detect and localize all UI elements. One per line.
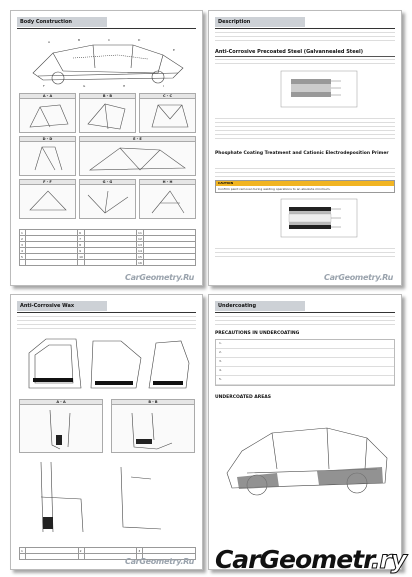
legend-part-name: [84, 260, 136, 266]
parts-legend-table: [19, 229, 196, 266]
section-panel: [139, 93, 196, 133]
svg-text:F: F: [43, 84, 45, 88]
precaution-item: 4.: [216, 367, 394, 376]
section-panel: [79, 136, 196, 176]
svg-text:I: I: [163, 84, 164, 88]
legend-number: 9: [78, 248, 85, 254]
precaution-item: 1.: [216, 340, 394, 349]
paragraph: [215, 117, 395, 141]
legend-number: 13: [138, 242, 142, 247]
caution-title: CAUTION: [216, 181, 394, 186]
section-drawing: [80, 185, 137, 219]
paragraph: [215, 247, 395, 257]
legend-number: 8: [78, 242, 85, 248]
legend-number: 15: [138, 254, 142, 259]
paragraph: [215, 58, 395, 66]
watermark-suffix: .ry: [370, 545, 406, 574]
intro-text-block: [215, 315, 395, 327]
coating-layers-diagram: [279, 197, 359, 239]
panel-label: A - A: [20, 94, 75, 99]
intro-text-block: [17, 315, 196, 329]
legend-number: 1: [20, 548, 26, 554]
panel-label: F - F: [20, 180, 75, 185]
header-rule: [215, 312, 395, 313]
page-description: [208, 10, 402, 286]
header-rule: [215, 28, 395, 29]
section-drawing: [112, 405, 196, 453]
legend-number: 14: [138, 248, 142, 253]
undercoated-areas-diagram: [217, 403, 395, 513]
section-drawing: [20, 405, 104, 453]
header-rule: [17, 312, 196, 313]
watermark-text: CarGeometr: [214, 545, 371, 574]
legend-number: 2: [78, 548, 84, 554]
legend-number: 16: [138, 260, 142, 265]
legend-row: [20, 260, 196, 266]
precaution-item: 3.: [216, 358, 394, 367]
panel-label: C - C: [140, 94, 195, 99]
caution-text: Confirm paint removal during welding operations to an absolute minimum.: [218, 187, 331, 191]
precautions-list: [215, 339, 395, 386]
panel-label: D - D: [20, 137, 75, 142]
precaution-item: 5.: [216, 376, 394, 385]
carGeometry-watermark: [215, 545, 406, 574]
legend-number: 1: [20, 230, 26, 236]
svg-text:H: H: [123, 84, 126, 88]
section-panel: [139, 179, 196, 219]
panel-label: H - H: [140, 180, 195, 185]
caution-box: [215, 180, 395, 193]
section-drawing: [20, 185, 77, 219]
section-heading: UNDERCOATED AREAS: [215, 395, 272, 400]
paragraph: [215, 167, 395, 177]
section-panel: [19, 93, 76, 133]
section-panel: [111, 399, 195, 453]
page-undercoating: [208, 294, 402, 570]
intro-text-block: [215, 31, 395, 43]
svg-text:B: B: [78, 38, 81, 42]
legend-number: 3: [20, 242, 26, 248]
section-panel: [19, 399, 103, 453]
section-drawing: [80, 99, 137, 133]
page-body-construction: [10, 10, 203, 286]
legend-number: 2: [20, 236, 26, 242]
panel-label: E - E: [80, 137, 195, 142]
legend-part-name: [143, 260, 195, 266]
site-logo: CarGeometry.Ru: [125, 557, 194, 566]
section-drawing: [140, 99, 197, 133]
page-title: Body Construction: [17, 17, 107, 27]
page-title: Anti-Corrosive Wax: [17, 301, 107, 311]
page-anti-corrosive-wax: [10, 294, 203, 570]
legend-number: 12: [138, 236, 142, 241]
section-panel: [19, 136, 76, 176]
legend-number: 4: [20, 248, 26, 254]
panel-label: G - G: [80, 180, 135, 185]
page-title: Description: [215, 17, 305, 27]
legend-number: 5: [20, 254, 26, 260]
site-logo: CarGeometry.Ru: [324, 273, 393, 282]
door-panels-diagram: [21, 333, 196, 395]
legend-number: 11: [138, 230, 142, 235]
svg-text:E: E: [173, 48, 175, 52]
panel-label: A - A: [20, 400, 102, 405]
door-detail-diagram: [21, 457, 196, 537]
precaution-item: 2.: [216, 349, 394, 358]
section-panel: [19, 179, 76, 219]
section-panel: [79, 179, 136, 219]
legend-number: 7: [78, 236, 85, 242]
section-heading: PRECAUTIONS IN UNDERCOATING: [215, 331, 300, 336]
svg-text:C: C: [108, 38, 111, 42]
section-panel: [79, 93, 136, 133]
legend-number: [78, 260, 85, 266]
galvannealed-steel-diagram: [279, 69, 359, 109]
section-heading: Phosphate Coating Treatment and Cationic Electrodeposition Primer: [215, 151, 389, 156]
section-drawing: [20, 142, 77, 176]
legend-number: 3: [137, 548, 143, 554]
legend-part-name: [26, 554, 79, 560]
svg-text:A: A: [48, 40, 51, 44]
legend-number: 10: [79, 254, 83, 259]
site-logo: CarGeometry.Ru: [125, 273, 194, 282]
legend-number: 6: [78, 230, 85, 236]
panel-label: B - B: [80, 94, 135, 99]
svg-text:D: D: [138, 38, 141, 42]
section-drawing: [80, 142, 197, 176]
page-title: Undercoating: [215, 301, 305, 311]
legend-part-name: [26, 260, 78, 266]
section-drawing: [20, 99, 77, 133]
svg-text:G: G: [83, 84, 86, 88]
body-structure-diagram: [23, 33, 193, 88]
section-heading: Anti-Corrosive Precoated Steel (Galvannealed Steel): [215, 49, 395, 57]
section-drawing: [140, 185, 197, 219]
panel-label: B - B: [112, 400, 194, 405]
header-rule: [17, 28, 196, 29]
